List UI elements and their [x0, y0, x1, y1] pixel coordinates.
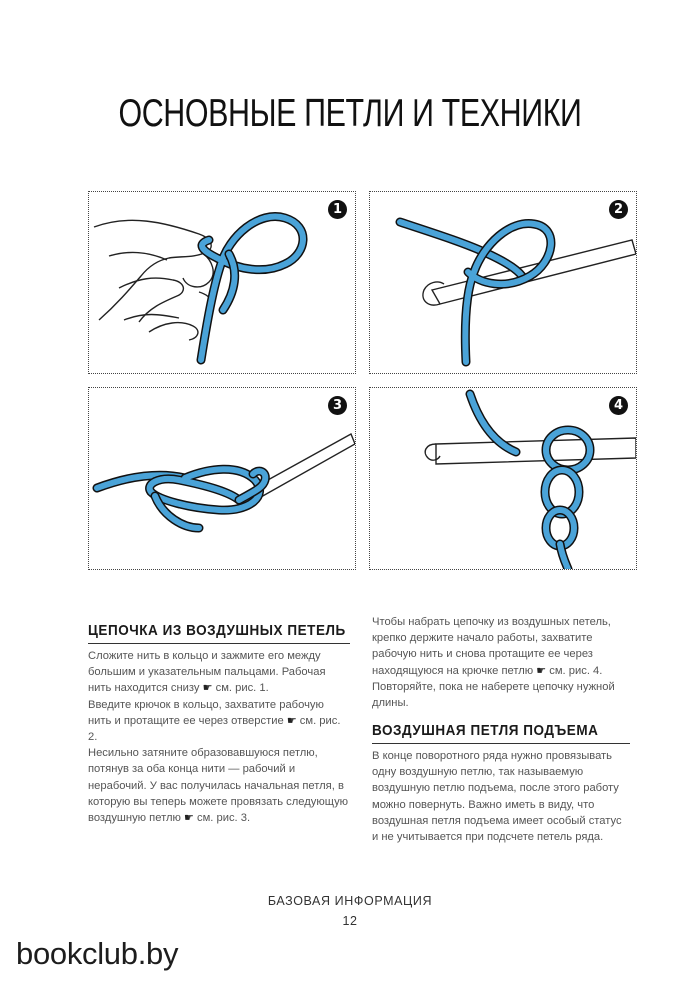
paragraph-text: В конце поворотного ряда нужно провязывать одну воздушную петлю, так называемую воздушную петлю подъема, после этого работу можно повернуть. Важно иметь в виду, что воздушная петля подъема имеет особый статус и не учитывается при подсчете петель ряда. [372, 750, 622, 844]
hand-holding-yarn-loop-icon [89, 192, 355, 373]
figure-4-panel [369, 387, 637, 570]
figure-reference: см. рис. 3. [196, 812, 251, 825]
figure-number-badge: 3 [328, 396, 347, 415]
footer-section-name: БАЗОВАЯ ИНФОРМАЦИЯ [267, 894, 433, 908]
figure-3-panel [88, 387, 356, 570]
slip-knot-on-hook-icon [89, 388, 355, 569]
paragraph-text: Чтобы набрать цепочку из воздушных петель, крепко держите начало работы, захватите рабочую нить и снова протащите ее через находящуюся на крючке петлю [372, 616, 611, 677]
section-body-chain [88, 648, 350, 826]
section-heading-turning-chain: ВОЗДУШНАЯ ПЕТЛЯ ПОДЪЕМА [372, 722, 599, 739]
heading-underline [88, 643, 350, 644]
figure-1-panel [88, 191, 356, 374]
watermark: bookclub.by [16, 936, 179, 971]
figure-reference: см. рис. 4. Повторяйте, пока не наберете цепочку нужной длины. [372, 664, 615, 710]
paragraph-text: Введите крючок в кольцо, захватите рабочую нить и протащите ее через отверстие [88, 698, 324, 727]
section-body-turning-chain [372, 748, 630, 845]
pointing-hand-icon: ☛ [183, 812, 194, 825]
section-heading-chain: ЦЕПОЧКА ИЗ ВОЗДУШНЫХ ПЕТЕЛЬ [88, 622, 346, 639]
figure-number-badge: 4 [609, 396, 628, 415]
section-body-chain-continued [372, 614, 630, 711]
paragraph-text: Несильно затяните образовавшуюся петлю, потянув за оба конца нити — рабочий и нерабочий. У вас получилась начальная петля, в которую вы теперь можете провязать следующую воздушную петлю [88, 747, 349, 825]
chain-stitches-on-hook-icon [370, 388, 636, 569]
crochet-hook-through-loop-icon [370, 192, 636, 373]
heading-underline [372, 743, 630, 744]
page-number: 12 [342, 914, 358, 928]
figure-2-panel [369, 191, 637, 374]
figure-number-badge: 2 [609, 200, 628, 219]
paragraph-text: Сложите нить в кольцо и зажмите его между большим и указательным пальцами. Рабочая нить находится снизу [88, 650, 326, 695]
figure-reference: см. рис. 2. [88, 714, 341, 744]
pointing-hand-icon: ☛ [286, 714, 297, 727]
pointing-hand-icon: ☛ [202, 682, 213, 695]
figure-number-badge: 1 [328, 200, 347, 219]
page-title: ОСНОВНЫЕ ПЕТЛИ И ТЕХНИКИ [118, 92, 582, 135]
pointing-hand-icon: ☛ [536, 664, 547, 677]
figure-reference: см. рис. 1. [215, 682, 269, 695]
